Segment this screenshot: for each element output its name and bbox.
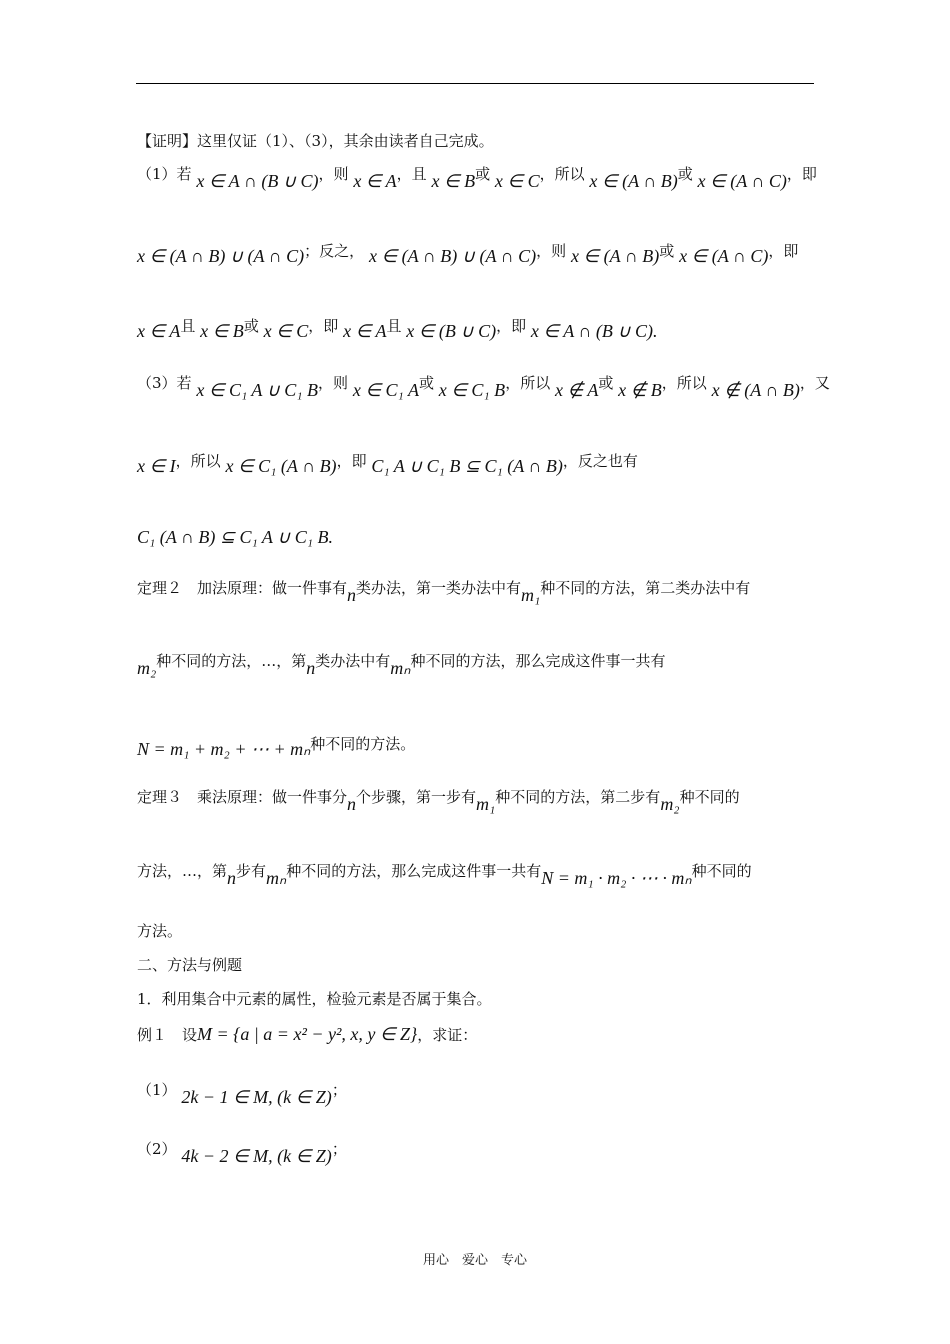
formula: mₙ — [266, 868, 287, 888]
formula: x ∈ (A ∩ C) — [679, 246, 769, 266]
formula: x ∈ C₁ (A ∩ B) — [225, 456, 337, 476]
text: ，求证： — [417, 1026, 478, 1044]
text: ，即 — [786, 165, 817, 183]
formula: n — [347, 794, 357, 814]
example1-part2 — [137, 1138, 817, 1167]
formula: C₁ A ∪ C₁ B ⊆ C₁ (A ∩ B) — [371, 456, 563, 476]
text: 种不同的方法，那么完成这件事一共有 — [286, 862, 542, 880]
formula: x ∈ A — [137, 321, 181, 341]
formula: x ∉ (A ∩ B) — [711, 380, 800, 400]
text: 且 — [386, 317, 402, 335]
formula: x ∉ A — [554, 380, 599, 400]
part-number: （1） — [137, 1081, 177, 1099]
formula: x ∈ C₁ A — [352, 380, 419, 400]
header-rule — [136, 83, 814, 84]
text: 类办法中有 — [315, 652, 391, 670]
text: 或 — [677, 165, 693, 183]
text: 或 — [659, 242, 675, 260]
formula: m₂ — [137, 658, 157, 678]
section-title: 二、方法与例题 — [137, 956, 243, 974]
formula: N = m₁ · m₂ · ⋯ · mₙ — [541, 868, 692, 888]
text: ，即 — [336, 452, 367, 470]
theorem2-line3 — [137, 733, 817, 760]
formula: x ∉ B — [618, 380, 662, 400]
theorem2-line1 — [137, 577, 817, 606]
formula: x ∈ A ∩ (B ∪ C) — [196, 171, 319, 191]
text: ，且 — [396, 165, 427, 183]
example1-statement — [137, 1024, 817, 1045]
proof-label: 【证明】 — [137, 132, 198, 150]
text: ，所以 — [175, 452, 221, 470]
proof3-line3 — [137, 527, 817, 548]
text: 步有 — [236, 862, 267, 880]
text: 方法，…，第 — [137, 862, 228, 880]
proof-header — [137, 130, 817, 151]
text: 种不同的 — [679, 788, 740, 806]
text: 方法。 — [137, 922, 183, 940]
text: 种不同的方法。 — [310, 735, 416, 753]
proof1-line1 — [137, 163, 817, 192]
proof1-lead: （1）若 — [137, 165, 192, 183]
text: ； — [331, 1081, 347, 1099]
formula: x ∈ C₁ B — [438, 380, 506, 400]
formula: mₙ — [390, 658, 411, 678]
formula: x ∈ A — [353, 171, 397, 191]
text: ，所以 — [505, 374, 551, 392]
text: 种不同的方法，那么完成这件事一共有 — [410, 652, 666, 670]
text: 或 — [598, 374, 614, 392]
method-item-1: 1．利用集合中元素的属性，检验元素是否属于集合。 — [137, 990, 492, 1008]
formula: n — [306, 658, 316, 678]
text: ，则 — [318, 374, 349, 392]
text: ；反之， — [304, 242, 365, 260]
page-footer: 用心 爱心 专心 — [422, 1253, 527, 1268]
formula: x ∈ (A ∩ C) — [697, 171, 787, 191]
theorem3-line2 — [137, 860, 817, 889]
proof1-line2 — [137, 240, 817, 267]
formula: x ∈ (A ∩ B) — [589, 171, 678, 191]
example-label: 例１ 设 — [137, 1026, 198, 1044]
formula: N = m₁ + m₂ + ⋯ + mₙ — [137, 739, 311, 759]
formula: x ∈ (A ∩ B) ∪ (A ∩ C) — [368, 246, 537, 266]
text: ，即 — [308, 317, 339, 335]
text: ，即 — [496, 317, 527, 335]
formula: n — [347, 585, 357, 605]
text: 或 — [243, 317, 259, 335]
formula: x ∈ B — [200, 321, 244, 341]
formula: m₂ — [660, 794, 680, 814]
text: ，则 — [536, 242, 567, 260]
text: 种不同的方法，…，第 — [156, 652, 307, 670]
text: 个步骤，第一步有 — [356, 788, 477, 806]
proof-intro-text: 这里仅证（1）、（3），其余由读者自己完成。 — [197, 132, 494, 150]
formula: M = {a | a = x² − y², x, y ∈ Z} — [197, 1024, 418, 1044]
proof3-line2 — [137, 450, 817, 477]
formula: x ∈ (A ∩ B) — [570, 246, 660, 266]
formula: x ∈ A ∩ (B ∪ C). — [530, 321, 658, 341]
text: 种不同的方法，第二类办法中有 — [540, 579, 751, 597]
example1-part1 — [137, 1079, 817, 1108]
text: ，所以 — [661, 374, 707, 392]
text: 或 — [475, 165, 491, 183]
formula: m₁ — [521, 585, 541, 605]
formula: x ∈ B — [431, 171, 476, 191]
formula: 4k − 2 ∈ M, (k ∈ Z) — [181, 1146, 332, 1166]
formula: x ∈ C₁ A ∪ C₁ B — [196, 380, 319, 400]
text: 种不同的方法，第二步有 — [495, 788, 661, 806]
formula: x ∈ C — [494, 171, 540, 191]
text: 定理３ 乘法原理：做一件事分 — [137, 788, 348, 806]
proof3-lead: （3）若 — [137, 374, 192, 392]
text: ，所以 — [539, 165, 585, 183]
text: ，反之也有 — [562, 452, 638, 470]
text: ，即 — [768, 242, 799, 260]
formula: x ∈ (B ∪ C) — [406, 321, 497, 341]
text: 定理２ 加法原理：做一件事有 — [137, 579, 348, 597]
text: 或 — [418, 374, 434, 392]
formula: C₁ (A ∩ B) ⊆ C₁ A ∪ C₁ B. — [137, 527, 334, 547]
text: 种不同的 — [691, 862, 752, 880]
text: ，则 — [318, 165, 349, 183]
formula: m₁ — [476, 794, 496, 814]
text: ； — [331, 1140, 347, 1158]
formula: x ∈ (A ∩ B) ∪ (A ∩ C) — [137, 246, 305, 266]
formula: 2k − 1 ∈ M, (k ∈ Z) — [181, 1087, 332, 1107]
theorem3-line1 — [137, 786, 817, 815]
proof1-line3 — [137, 315, 817, 342]
formula: x ∈ A — [343, 321, 387, 341]
proof3-line1 — [137, 372, 830, 401]
formula: n — [227, 868, 237, 888]
formula: x ∈ I — [137, 456, 176, 476]
text: 类办法，第一类办法中有 — [356, 579, 522, 597]
part-number: （2） — [137, 1140, 177, 1158]
text: 且 — [180, 317, 196, 335]
theorem2-line2 — [137, 650, 817, 679]
formula: x ∈ C — [263, 321, 309, 341]
text: ，又 — [799, 374, 830, 392]
theorem3-line3 — [137, 920, 817, 941]
